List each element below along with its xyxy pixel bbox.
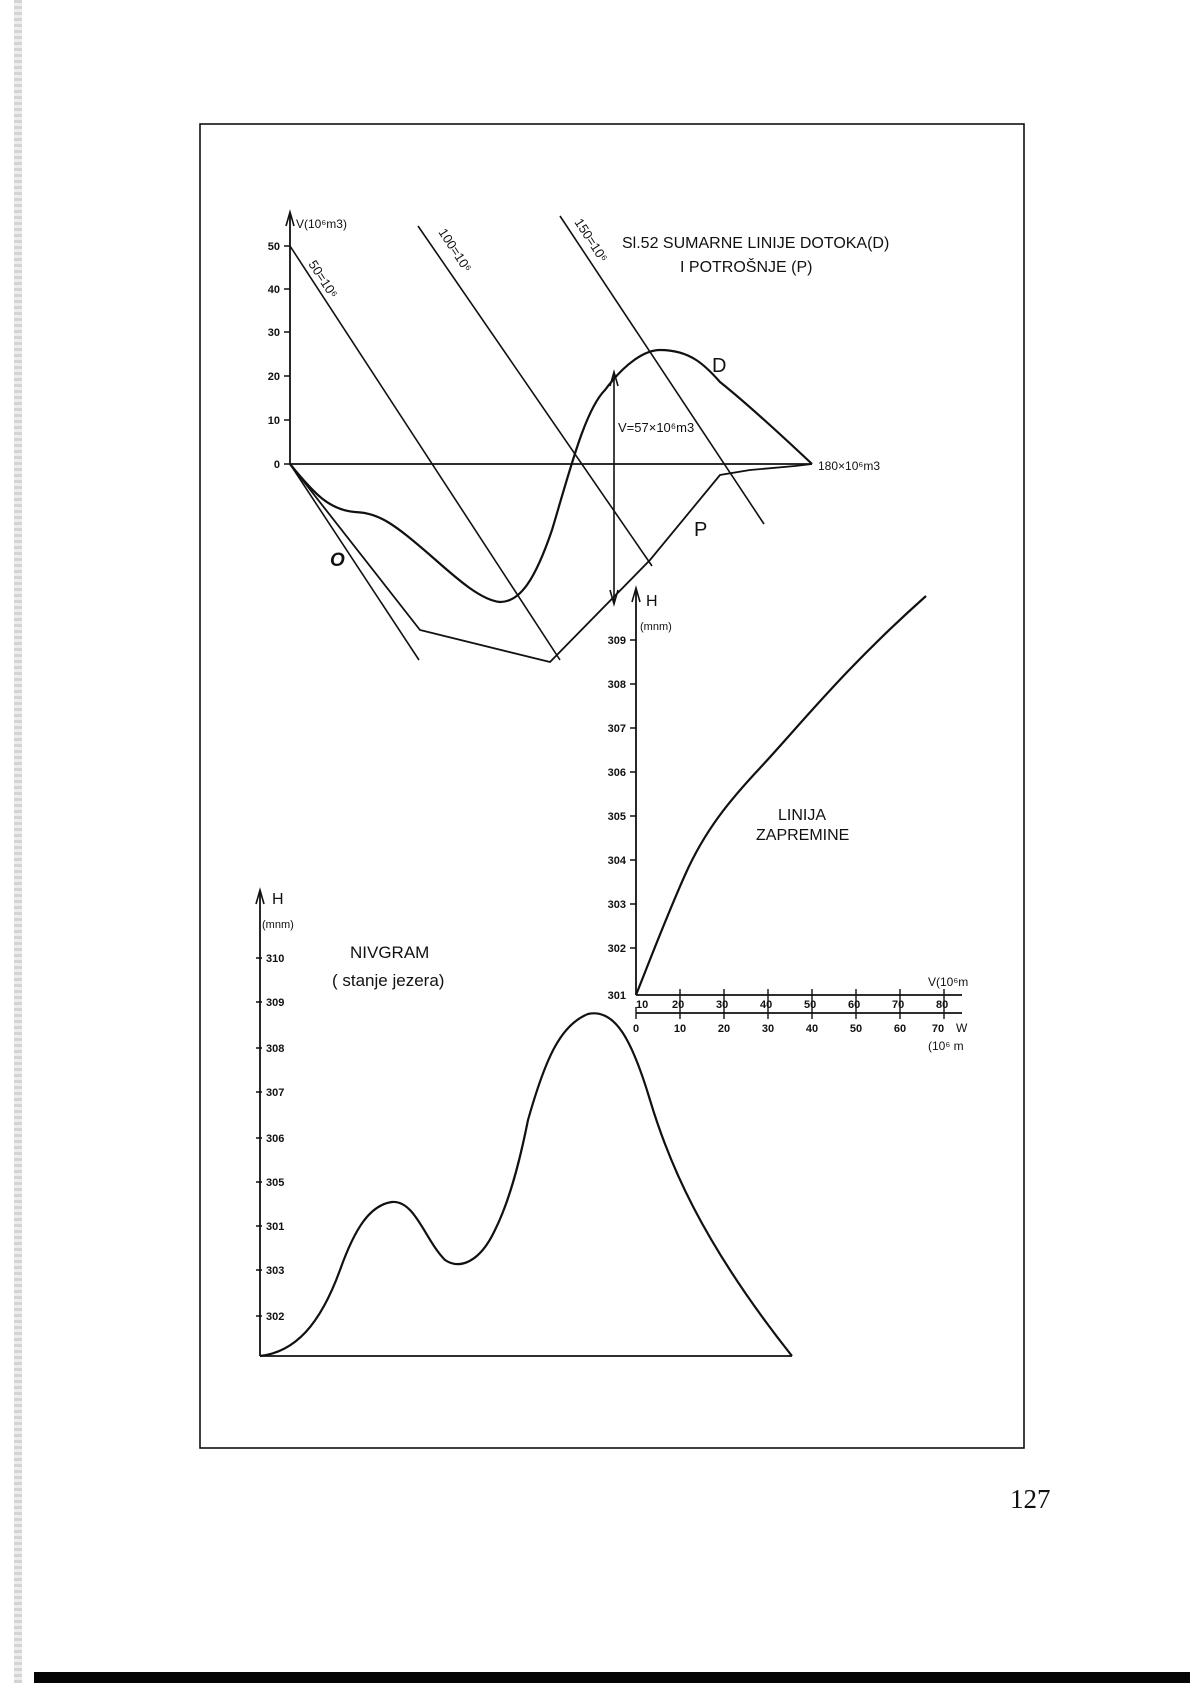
end-volume-label: 180×10⁶m3 [818, 459, 880, 473]
nivogram-y-ticks [256, 958, 262, 1316]
volume-chart-title-2: ZAPREMINE [756, 827, 850, 844]
nivogram-y-label: H [272, 891, 284, 908]
cumulative-chart [284, 212, 812, 662]
volume-x-top-tick: 70 [892, 999, 905, 1011]
volume-x-unit-bottom: (10⁶ m [928, 1039, 964, 1053]
diagonal-50-label: 50=10⁶ [305, 257, 341, 301]
volume-y-tick: 309 [607, 635, 626, 647]
cumulative-y-tick: 40 [267, 284, 280, 296]
nivogram-title-2: ( stanje jezera) [332, 971, 445, 990]
nivogram-y-tick: 302 [266, 1311, 285, 1323]
diagonal-100-line [418, 226, 652, 566]
volume-y-tick-labels [608, 635, 627, 1002]
chart-title-line2: I POTROŠNJE (P) [680, 259, 813, 276]
figure-frame [200, 124, 1024, 1448]
volume-y-tick: 305 [607, 811, 626, 823]
volume-chart [630, 588, 962, 1019]
volume-x-top-tick: 50 [804, 999, 817, 1011]
nivogram-y-unit: (mnm) [262, 919, 294, 931]
volume-y-label: H [646, 593, 658, 610]
volume-x-bottom-tick-labels [633, 1023, 944, 1035]
volume-x-bottom-tick: 40 [805, 1023, 819, 1035]
origin-slope-line [290, 464, 419, 660]
cumulative-y-tick: 0 [273, 459, 280, 471]
volume-y-tick: 307 [607, 723, 626, 735]
volume-x-top-tick: 80 [936, 999, 949, 1011]
cumulative-y-tick: 10 [267, 415, 280, 427]
nivogram-y-tick: 303 [266, 1265, 285, 1277]
volume-x-top-tick: 40 [760, 999, 773, 1011]
nivogram-y-tick: 309 [266, 997, 285, 1009]
nivogram-y-tick: 310 [266, 953, 285, 965]
volume-x-bottom-tick: 0 [632, 1023, 640, 1035]
diagonal-150-label: 150=10⁶ [571, 215, 611, 265]
volume-x-bottom-tick: 50 [849, 1023, 863, 1035]
volume-y-tick: 308 [607, 679, 626, 691]
volume-x-label-bottom: W [956, 1021, 968, 1035]
cumulative-y-tick: 20 [267, 371, 280, 383]
chart-title-line1: Sl.52 SUMARNE LINIJE DOTOKA(D) [622, 235, 890, 252]
cumulative-axis-label: V(10⁶m3) [296, 217, 347, 231]
volume-x-top-tick-labels [636, 999, 948, 1011]
cumulative-y-tick: 30 [267, 327, 280, 339]
nivogram-title-1: NIVGRAM [350, 943, 430, 962]
consumption-label: P [694, 519, 708, 541]
volume-x-top-tick: 60 [848, 999, 861, 1011]
nivogram-curve [260, 1013, 792, 1356]
bottom-bar [34, 1672, 1190, 1683]
volume-curve [636, 596, 926, 995]
nivogram-y-tick-labels [266, 953, 284, 1323]
nivogram-y-tick: 307 [266, 1087, 285, 1099]
volume-y-tick: 303 [607, 899, 626, 911]
nivogram-y-tick: 306 [266, 1133, 285, 1145]
inflow-label: D [712, 355, 727, 377]
diagonal-100-label: 100=10⁶ [435, 225, 475, 275]
volume-x-top-tick: 20 [672, 999, 685, 1011]
volume-y-tick: 301 [607, 990, 626, 1002]
volume-y-tick: 306 [607, 767, 626, 779]
volume-x-bottom-tick: 70 [931, 1023, 945, 1035]
volume-y-tick: 304 [607, 855, 626, 867]
origin-label: O [330, 550, 345, 571]
page-number: 127 [1010, 1484, 1051, 1514]
volume-x-bottom-tick: 20 [717, 1023, 731, 1035]
cumulative-y-tick: 50 [267, 241, 280, 253]
volume-x-label-top: V(10⁶m [928, 975, 969, 989]
volume-y-tick: 302 [607, 943, 626, 955]
volume-x-top-tick: 30 [716, 999, 729, 1011]
volume-y-unit: (mnm) [640, 621, 672, 633]
nivogram-y-tick: 308 [266, 1043, 285, 1055]
cumulative-y-tick-labels [268, 241, 280, 471]
consumption-curve-P [290, 464, 812, 662]
diagonal-50-line [290, 246, 560, 660]
nivogram-y-tick: 301 [266, 1221, 285, 1233]
nivogram-chart [256, 890, 792, 1356]
volume-label: V=57×10⁶m3 [618, 420, 695, 435]
volume-chart-title-1: LINIJA [778, 807, 827, 824]
volume-x-bottom-tick: 30 [761, 1023, 775, 1035]
nivogram-y-tick: 305 [266, 1177, 285, 1189]
volume-x-bottom-tick: 10 [673, 1023, 687, 1035]
volume-x-bottom-tick: 60 [893, 1023, 907, 1035]
volume-x-top-tick: 10 [636, 999, 649, 1011]
